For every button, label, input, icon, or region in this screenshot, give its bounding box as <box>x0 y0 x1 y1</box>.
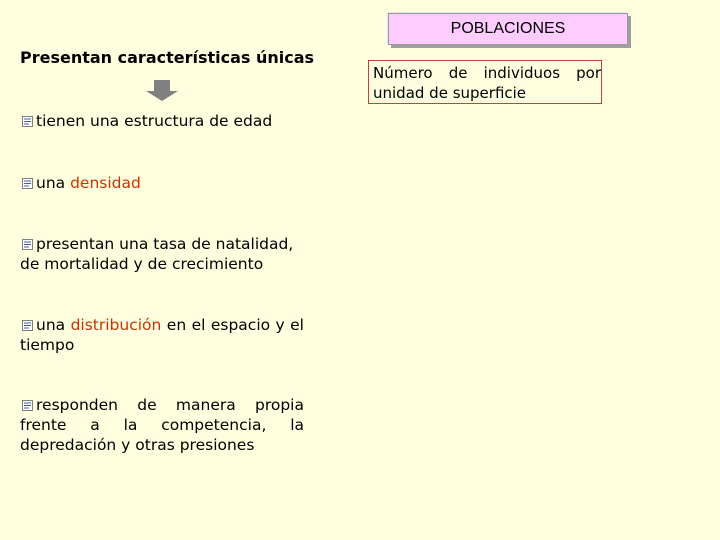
document-bullet-icon <box>22 178 33 189</box>
item-accent-text: densidad <box>70 174 141 192</box>
definition-box <box>368 60 602 104</box>
list-item <box>20 395 304 455</box>
section-heading: Presentan características únicas <box>20 48 315 67</box>
document-bullet-icon <box>22 239 33 250</box>
title-box <box>388 13 628 45</box>
down-arrow-icon <box>144 80 180 102</box>
document-bullet-icon <box>22 320 33 331</box>
page-title: POBLACIONES <box>450 20 566 37</box>
item-accent-text: distribución <box>70 316 162 334</box>
item-text: responden de manera propia frente a la competencia, la depredación y otras presiones <box>20 396 304 454</box>
list-item <box>20 234 304 274</box>
list-item <box>20 111 304 131</box>
item-text: tienen una estructura de edad <box>36 112 273 130</box>
document-bullet-icon <box>22 400 33 411</box>
definition-text: Número de individuos por unidad de superficie <box>373 64 601 102</box>
list-item <box>20 315 304 355</box>
document-bullet-icon <box>22 116 33 127</box>
item-text: una <box>36 174 71 192</box>
list-item <box>20 173 304 193</box>
item-text-post: en el espacio y el tiempo <box>20 316 304 354</box>
item-text: presentan una tasa de natalidad, de mortalidad y de crecimiento <box>20 235 294 273</box>
item-text: una <box>36 316 71 334</box>
